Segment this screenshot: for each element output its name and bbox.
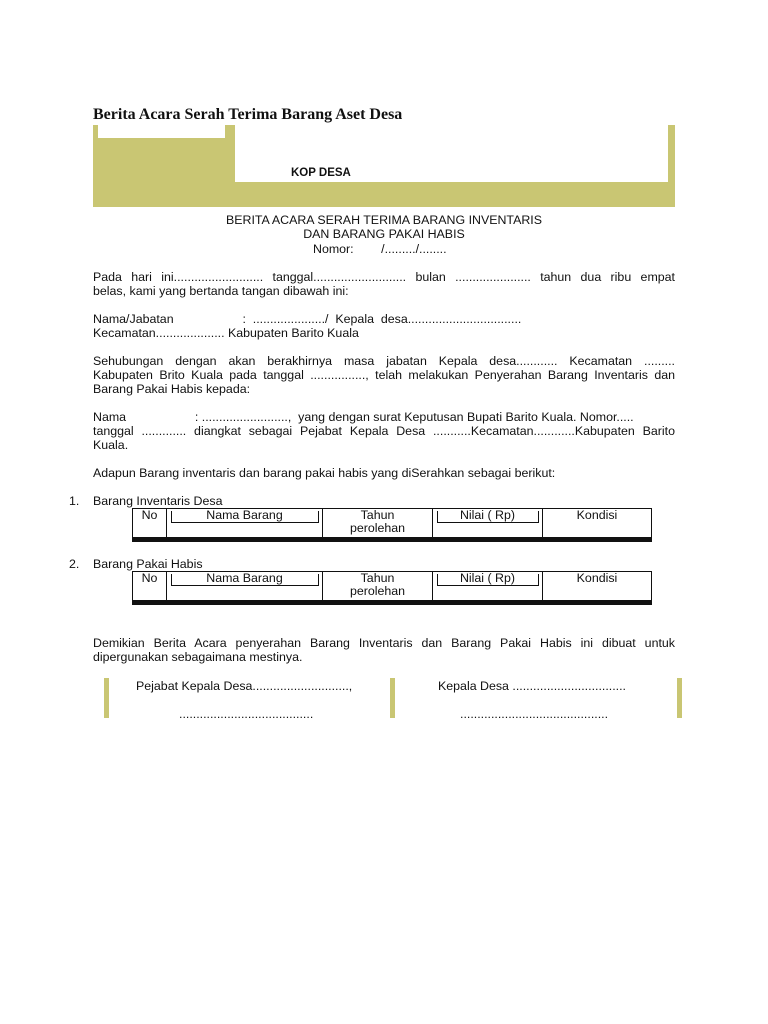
table-bottom-rule (132, 601, 652, 605)
list-number-2: 2. (69, 557, 80, 571)
para2-line2: Kecamatan.................... Kabupaten Barito Kuala (93, 326, 359, 340)
header-nama-barang: Nama Barang (167, 509, 323, 537)
para4-line2: tanggal ............. diangkat sebagai Pejabat Kepala Desa ...........Kecamatan............Kabupaten Barito (93, 424, 675, 438)
para3-line3: Barang Pakai Habis kepada: (93, 382, 251, 396)
para3-line1: Sehubungan dengan akan berakhirnya masa jabatan Kepala desa............ Kecamatan ......... (93, 354, 675, 368)
header-kondisi: Kondisi (576, 508, 618, 522)
header-nilai: Nilai ( Rp) (433, 572, 543, 600)
pakai-habis-table (132, 571, 652, 601)
para4-line3: Kuala. (93, 438, 129, 452)
kop-label: KOP DESA (291, 167, 351, 179)
header-no: No (133, 509, 167, 537)
para1-line1: Pada hari ini.......................... tanggal........................... bulan ...................... tahun dua ribu empat (93, 270, 675, 284)
heading-line-1: BERITA ACARA SERAH TERIMA BARANG INVENTARIS (225, 213, 543, 227)
header-kondisi: Kondisi (576, 571, 618, 585)
signature-divider-left (104, 678, 109, 718)
list-label-2: Barang Pakai Habis (93, 557, 203, 571)
para5: Adapun Barang inventaris dan barang pakai habis yang diSerahkan sebagai berikut: (93, 466, 556, 480)
cell-frame (437, 511, 539, 523)
list-number-1: 1. (69, 494, 80, 508)
kop-logo-slot (98, 125, 225, 138)
signature-divider-right (677, 678, 682, 718)
para4-line1: Nama : ........................., yang dengan surat Keputusan Bupati Barito Kuala. Nomor..... (93, 410, 634, 424)
header-nama-barang: Nama Barang (167, 572, 323, 600)
header-no: No (133, 572, 167, 600)
nomor-line: Nomor: /........./........ (313, 242, 447, 256)
signature-left-label: Pejabat Kepala Desa............................, (136, 679, 353, 693)
cell-frame (171, 574, 319, 586)
header-nilai: Nilai ( Rp) (433, 509, 543, 537)
signature-left-line: ....................................... (179, 707, 314, 721)
signature-right-line: ........................................... (460, 707, 609, 721)
cell-frame (437, 574, 539, 586)
para3-line2: Kabupaten Brito Kuala pada tanggal ................, telah melakukan Penyerahan Barang Inventaris dan (93, 368, 675, 382)
signature-divider-middle (390, 678, 395, 718)
table-bottom-rule (132, 538, 652, 542)
document-title: Berita Acara Serah Terima Barang Aset Desa (93, 106, 403, 123)
heading-line-2: DAN BARANG PAKAI HABIS (303, 227, 465, 241)
header-tahun: Tahun perolehan (323, 572, 433, 600)
para1-line2: belas, kami yang bertanda tangan dibawah ini: (93, 284, 349, 298)
closing-line1: Demikian Berita Acara penyerahan Barang Inventaris dan Barang Pakai Habis ini dibuat untuk (93, 636, 675, 650)
list-label-1: Barang Inventaris Desa (93, 494, 223, 508)
para2-line1: Nama/Jabatan : ...................../ Kepala desa................................. (93, 312, 522, 326)
closing-line2: dipergunakan sebagaimana mestinya. (93, 650, 303, 664)
cell-frame (171, 511, 319, 523)
inventaris-table (132, 508, 652, 538)
signature-right-label: Kepala Desa ................................. (438, 679, 626, 693)
header-tahun: Tahun perolehan (323, 509, 433, 537)
